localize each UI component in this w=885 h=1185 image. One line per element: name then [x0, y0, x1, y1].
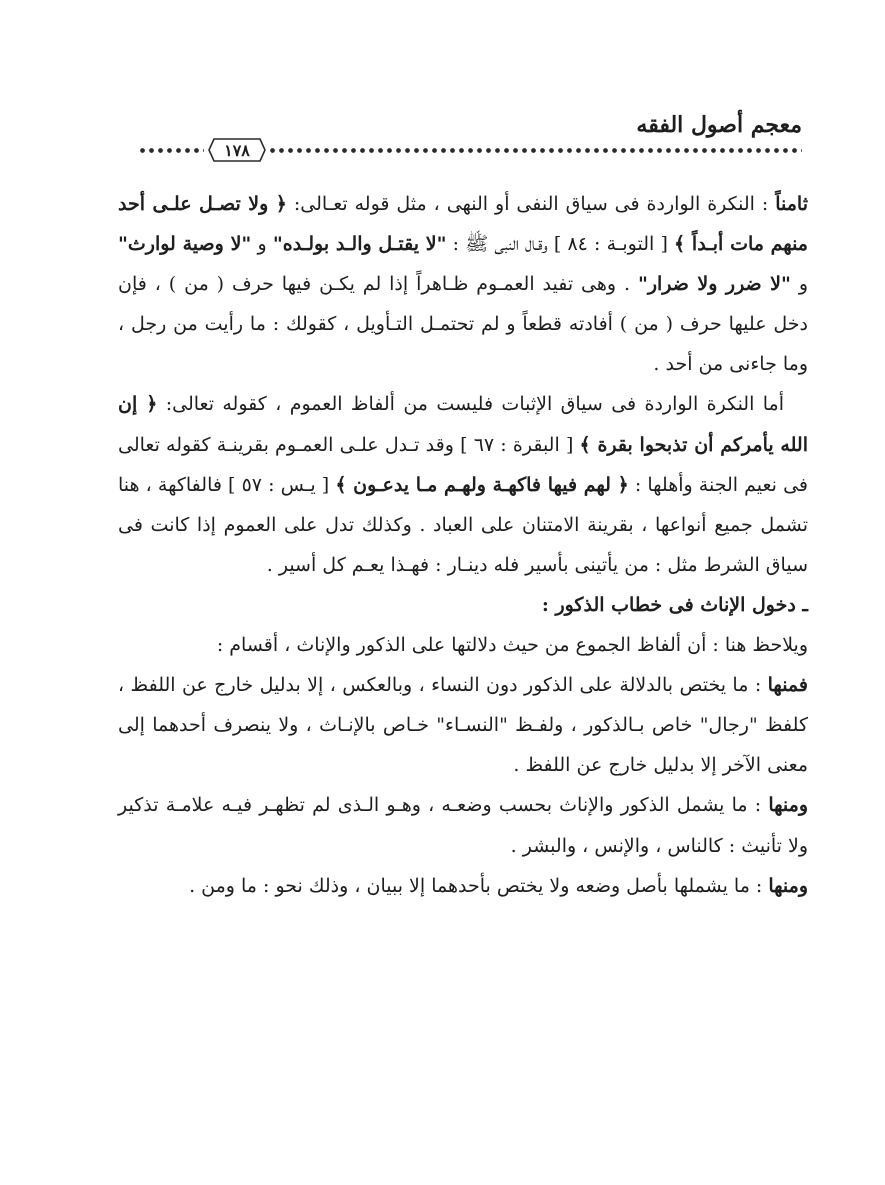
- text-run: و: [790, 273, 808, 296]
- bold-run: "لا وصية لوارث": [118, 233, 252, 256]
- bold-run: ومنها: [768, 874, 808, 897]
- paragraph: [118, 184, 808, 384]
- bold-run: ﴿ ولا تصـل علـى أحد منهم مات أبـداً ﴾: [118, 193, 808, 256]
- text-run: . وهى تفيد العمـوم ظـاهراً إذا لم يكـن فيها حرف ( من ) ، فإن دخل عليها حرف ( من ) أفادته قطعاً و لم تحتمـل التـأويل ، كقولك : ما رأيت من رجل ، وما جاءنى من أحد .: [118, 273, 808, 376]
- page-header: [138, 108, 802, 168]
- bold-run: "لا يقتـل والـد بولـده": [272, 233, 447, 256]
- bold-run: "لا ضرر ولا ضرار": [637, 273, 791, 296]
- page-number: ١٧٨: [224, 141, 250, 160]
- bold-run: ومنها: [768, 794, 808, 817]
- text-run: : ما يشمل الذكور والإناث بحسب وضعـه ، وهـو الـذى لم تظهـر فيـه علامـة تذكير ولا تأنيث : كالناس ، والإنس ، والبشر .: [118, 794, 808, 857]
- section-heading: [118, 585, 808, 625]
- text-run: [ يـس : ٥٧ ] فالفاكهة ، هنا تشمل جميع أنواعها ، بقرينة الامتنان على العباد . وكذلك تدل على العموم إذا كانت فى سياق الشرط مثل : من يأتينى بأسير فله دينـار : فهـذا يعـم كل أسير .: [118, 473, 808, 576]
- text-run: : ما يشملها بأصل وضعه ولا يختص بأحدهما إلا ببيان ، وذلك نحو : ما ومن .: [189, 874, 769, 897]
- text-run: : النكرة الواردة فى سياق النفى أو النهى ، مثل قوله تعـالى:: [286, 193, 776, 215]
- text-run: ويلاحظ هنا : أن ألفاظ الجموع من حيث دلالتها على الذكور والإناث ، أقسام :: [216, 634, 808, 657]
- text-run: أما النكرة الواردة فى سياق الإثبات فليست من ألفاظ العموم ، كقوله تعالى:: [157, 393, 784, 416]
- book-title: معجم أصول الفقه: [636, 112, 802, 138]
- bold-run: ﴿ لهم فيها فاكهـة ولهـم مـا يدعـون ﴾: [335, 473, 629, 496]
- text-run: [ البقرة : ٦٧ ] وقد تـدل علـى العمـوم بقرينـة كقوله تعالى فى نعيم الجنة وأهلها :: [118, 433, 808, 496]
- bold-run: فمنها: [767, 674, 808, 697]
- bold-run: ﴿ إن الله يأمركم أن تذبحوا بقرة ﴾: [118, 393, 808, 456]
- body-text: [118, 184, 808, 906]
- page-number-frame: [208, 138, 266, 162]
- text-run: : ما يختص بالدلالة على الذكور دون النساء ، وبالعكس ، إلا بدليل خارج عن اللفظ ، كلفظ "رجال" خاص بـالذكور ، ولفـظ "النسـاء" خـاص بالإنـاث ، ولا ينصرف أحدهما إلى معنى الآخر إلا بدليل خارج عن اللفظ .: [118, 674, 808, 777]
- dotted-border-left: [138, 147, 204, 154]
- dotted-border-right: [268, 147, 802, 154]
- bold-run: ثامناً: [775, 193, 808, 215]
- paragraph: [118, 785, 808, 865]
- text-run: [ التوبـة : ٨٤ ] وقـال النبى ﷺ :: [446, 233, 675, 256]
- paragraph: [118, 866, 808, 906]
- paragraph: [118, 665, 808, 785]
- paragraph: [118, 625, 808, 665]
- paragraph: [118, 384, 808, 584]
- text-run: و: [251, 233, 273, 256]
- bold-run: ـ دخول الإناث فى خطاب الذكور :: [541, 593, 808, 616]
- header-ornament-row: [138, 138, 802, 164]
